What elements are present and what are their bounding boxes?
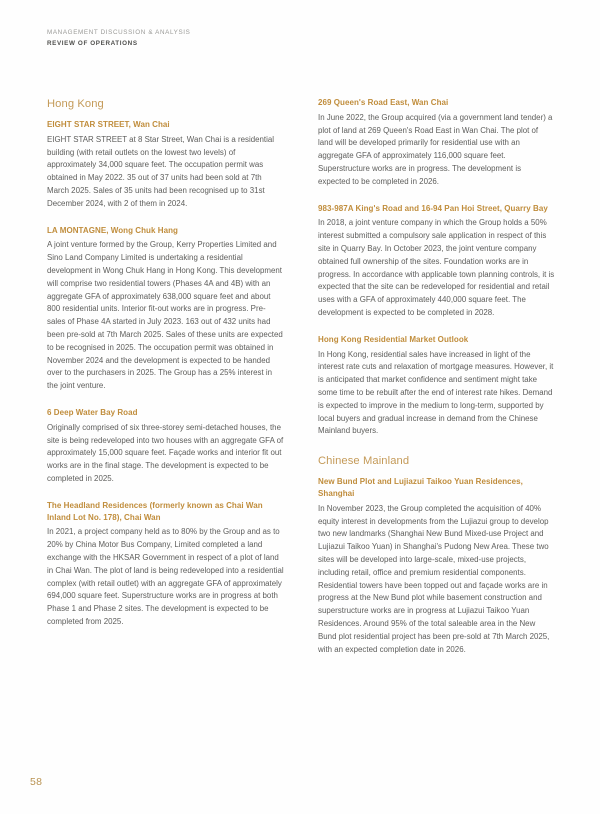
sub-title-kings-road-pan-hoi-street: 983-987A King's Road and 16-94 Pan Hoi Street, Quarry Bay bbox=[318, 203, 548, 213]
paragraph-headland-residences: In 2021, a project company held as to 80% by the Group and as to 20% by China Motor Bus Company, Limited completed a land exchange with the HKSAR Government in respect of a plot of land in Chai Wan. The plot of land is being redeveloped into a residential complex (with retail outlet) with an aggregate GFA of approximately 694,000 square feet. Superstructure works are in progress at both Phase 1 and Phase 2 sites. The development is expected to be completed from 2025. bbox=[47, 527, 284, 627]
entry-new-bund-lujiazui bbox=[318, 476, 555, 656]
entry-eight-star-street bbox=[47, 119, 284, 211]
paragraph-deep-water-bay-road: Originally comprised of six three-storey semi-detached houses, the site is being redeveloped into two houses with an aggregate GFA of approximately 15,000 square feet. Façade works and interior fit out works are in the final stage. The development is expected to be completed in 2025. bbox=[47, 422, 284, 484]
left-column bbox=[47, 97, 284, 656]
sub-title-deep-water-bay-road: 6 Deep Water Bay Road bbox=[47, 408, 138, 417]
sub-title-eight-star-street: EIGHT STAR STREET, Wan Chai bbox=[47, 120, 170, 129]
paragraph-kings-road-pan-hoi-street: In 2018, a joint venture company in which the Group holds a 50% interest submitted a compulsory sale application in respect of this site in Quarry Bay. In October 2023, the joint venture company obtained full ownership of the sites. Foundation works are in progress. In accordance with applicable town planning controls, it is expected that the site can be redeveloped for residential and retail uses with a GFA of approximately 440,000 square feet. The development is expected to be completed in 2028. bbox=[318, 218, 555, 318]
running-header-line2: REVIEW OF OPERATIONS bbox=[47, 39, 138, 47]
section-title-hong-kong: Hong Kong bbox=[47, 98, 104, 110]
right-column bbox=[318, 97, 555, 656]
entry-kings-road-pan-hoi-street bbox=[318, 203, 555, 320]
entry-headland-residences bbox=[47, 500, 284, 629]
sub-title-new-bund-lujiazui: New Bund Plot and Lujiazui Taikoo Yuan Residences, Shanghai bbox=[318, 477, 523, 499]
sub-title-queens-road-east: 269 Queen's Road East, Wan Chai bbox=[318, 98, 449, 107]
section-title-chinese-mainland: Chinese Mainland bbox=[318, 455, 410, 468]
paragraph-hong-kong-residential-market-outlook: In Hong Kong, residential sales have increased in light of the interest rate cuts and relaxation of mortgage measures. However, it is anticipated that market confidence and sentiment might take some time to be rebuilt after the end of interest rate hikes. Demand is expected to improve in the medium to long-term, supported by local buyers and gradual increase in demand from the Chinese Mainland buyers. bbox=[318, 349, 554, 436]
running-header-line1: MANAGEMENT DISCUSSION & ANALYSIS bbox=[47, 29, 191, 36]
paragraph-queens-road-east: In June 2022, the Group acquired (via a government land tender) a plot of land at 269 Queen's Road East in Wan Chai. The plot of land will be developed primarily for residential use with an aggregate GFA of approximately 116,000 square feet. Superstructure works are in progress. The development is expected to be completed in 2026. bbox=[318, 112, 553, 186]
page-number: 58 bbox=[30, 776, 43, 788]
entry-hong-kong-residential-market-outlook bbox=[318, 334, 555, 438]
sub-title-headland-residences: The Headland Residences (formerly known as Chai Wan Inland Lot No. 178), Chai Wan bbox=[47, 500, 263, 522]
paragraph-new-bund-lujiazui: In November 2023, the Group completed the acquisition of 40% equity interest in developments from the Lujiazui group to develop two new landmarks (Shanghai New Bund Mixed-use Project and Lujiazui Taikoo Yuan) in Shanghai's Pudong New Area. These two sites will be developed into large-scale, mixed-use projects, including retail, office and premium residential components. Residential towers have been topped out and façade works are in progress at the New Bund plot while basement construction and superstructure works are in progress at Lujiazui Taikoo Yuan Residences. Around 95% of the total saleable area in the New Bund plot residential project has been pre-sold at 7th March 2025, with an expected completion date in 2026. bbox=[318, 503, 550, 654]
paragraph-eight-star-street: EIGHT STAR STREET at 8 Star Street, Wan Chai is a residential building (with retail outlets on the lowest two levels) of approximately 34,000 square feet. The occupation permit was obtained in May 2022. 35 out of 37 units had been sold at 7th March 2025. Sales of 35 units had been recognised up to 31st December 2024, with 2 of them in 2024. bbox=[47, 134, 275, 208]
sub-title-hong-kong-residential-market-outlook: Hong Kong Residential Market Outlook bbox=[318, 334, 469, 344]
entry-la-montagne bbox=[47, 225, 284, 393]
entry-queens-road-east bbox=[318, 97, 555, 189]
entry-deep-water-bay-road bbox=[47, 407, 284, 486]
running-header bbox=[47, 28, 190, 48]
body-columns bbox=[47, 97, 555, 656]
paragraph-la-montagne: A joint venture formed by the Group, Kerry Properties Limited and Sino Land Company Limited is undertaking a residential development in Wong Chuk Hang in Hong Kong. This development will comprise two residential towers (Phases 4A and 4B) with an aggregate GFA of approximately 638,000 square feet and about 800 residential units. Interior fit-out works are in progress. Pre-sales of Phase 4A started in July 2023. 163 out of 432 units had been pre-sold at 7th March 2025. Sales of these units are expected to be recognised in 2025. The occupation permit was obtained in November 2024 and the development is expected to be handed over to the purchasers in 2025. The Group has a 25% interest in the joint venture. bbox=[47, 240, 283, 391]
sub-title-la-montagne: LA MONTAGNE, Wong Chuk Hang bbox=[47, 225, 178, 235]
